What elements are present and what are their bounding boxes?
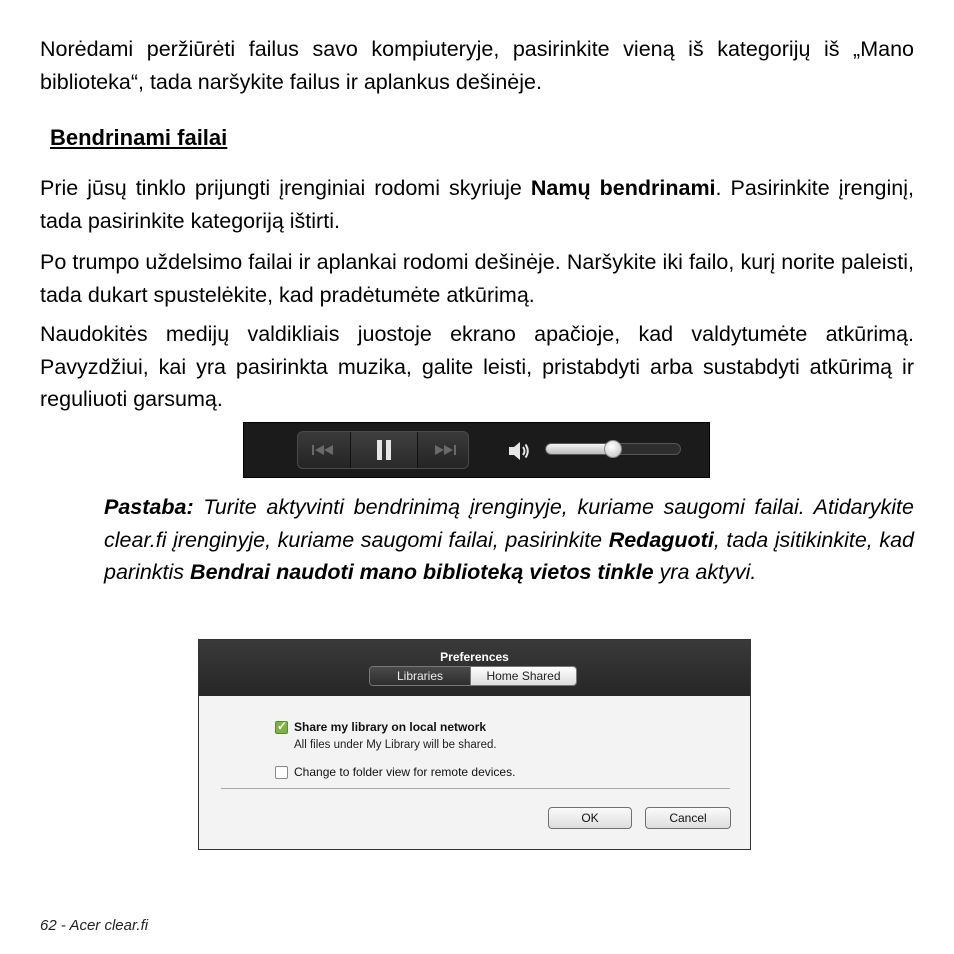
volume-slider-knob[interactable] [604,440,622,458]
dialog-header [199,640,750,696]
cancel-button[interactable]: Cancel [645,807,731,829]
pause-button[interactable] [351,432,418,468]
share-library-note: All files under My Library will be shared. [294,739,497,751]
devices-text-bold: Namų bendrinami [530,176,716,200]
tab-libraries[interactable]: Libraries [370,667,471,685]
playback-button-group [297,431,469,469]
share-library-label: Share my library on local network [294,720,487,734]
note-paragraph [104,491,914,589]
note-text-3: yra aktyvi. [653,560,757,584]
volume-slider[interactable] [545,443,681,455]
volume-slider-fill [546,444,613,454]
devices-paragraph [40,172,914,237]
folder-view-option[interactable] [275,765,515,779]
intro-paragraph: Norėdami peržiūrėti failus savo kompiuteryje, pasirinkite vieną iš kategorijų iš „Mano biblioteka“, tada naršykite failus ir aplankus dešinėje. [40,37,914,94]
volume-icon[interactable] [507,440,531,462]
share-library-option[interactable] [275,720,486,734]
dialog-title: Preferences [440,650,509,664]
page-footer: 62 - Acer clear.fi [40,917,149,934]
share-library-checkbox[interactable] [275,721,288,734]
note-edit-term: Redaguoti [608,527,714,552]
note-text-2: , tada įsitikinkite, kad parinktis [104,527,914,584]
media-control-bar [243,422,710,478]
dialog-divider [221,788,730,789]
folder-view-label: Change to folder view for remote devices. [294,765,516,779]
previous-icon [311,444,337,456]
devices-text-pre: Prie jūsų tinklo prijungti įrenginiai rodomi skyriuje [40,176,531,200]
section-heading: Bendrinami failai [50,125,228,150]
note-text-1: Turite aktyvinti bendrinimą įrenginyje, kuriame saugomi failai. Atidarykite clear.fi įrenginyje, kuriame saugomi failai, pasirinkite [104,495,914,552]
next-icon [431,444,457,456]
pause-icon [376,439,392,461]
note-share-term: Bendrai naudoti mano biblioteką vietos tinkle [190,560,654,584]
folder-view-checkbox[interactable] [275,766,288,779]
preferences-dialog [198,639,751,850]
ok-button[interactable]: OK [548,807,632,829]
controls-paragraph: Naudokitės medijų valdikliais juostoje ekrano apačioje, kad valdytumėte atkūrimą. Pavyzdžiui, kai yra pasirinkta muzika, galite leisti, pristabdyti arba sustabdyti atkūrimą ir reguliuoti garsumą. [40,322,914,411]
tab-home-shared[interactable]: Home Shared [471,667,576,685]
note-label: Pastaba: [104,495,194,519]
dialog-tab-switcher [369,666,577,686]
browse-paragraph: Po trumpo uždelsimo failai ir aplankai rodomi dešinėje. Naršykite iki failo, kurį norite paleisti, tada dukart spustelėkite, kad pradėtumėte atkūrimą. [40,250,914,307]
previous-button[interactable] [298,432,351,468]
devices-text-post: . Pasirinkite įrenginį, tada pasirinkite kategoriją ištirti. [40,176,914,233]
next-button[interactable] [418,432,469,468]
